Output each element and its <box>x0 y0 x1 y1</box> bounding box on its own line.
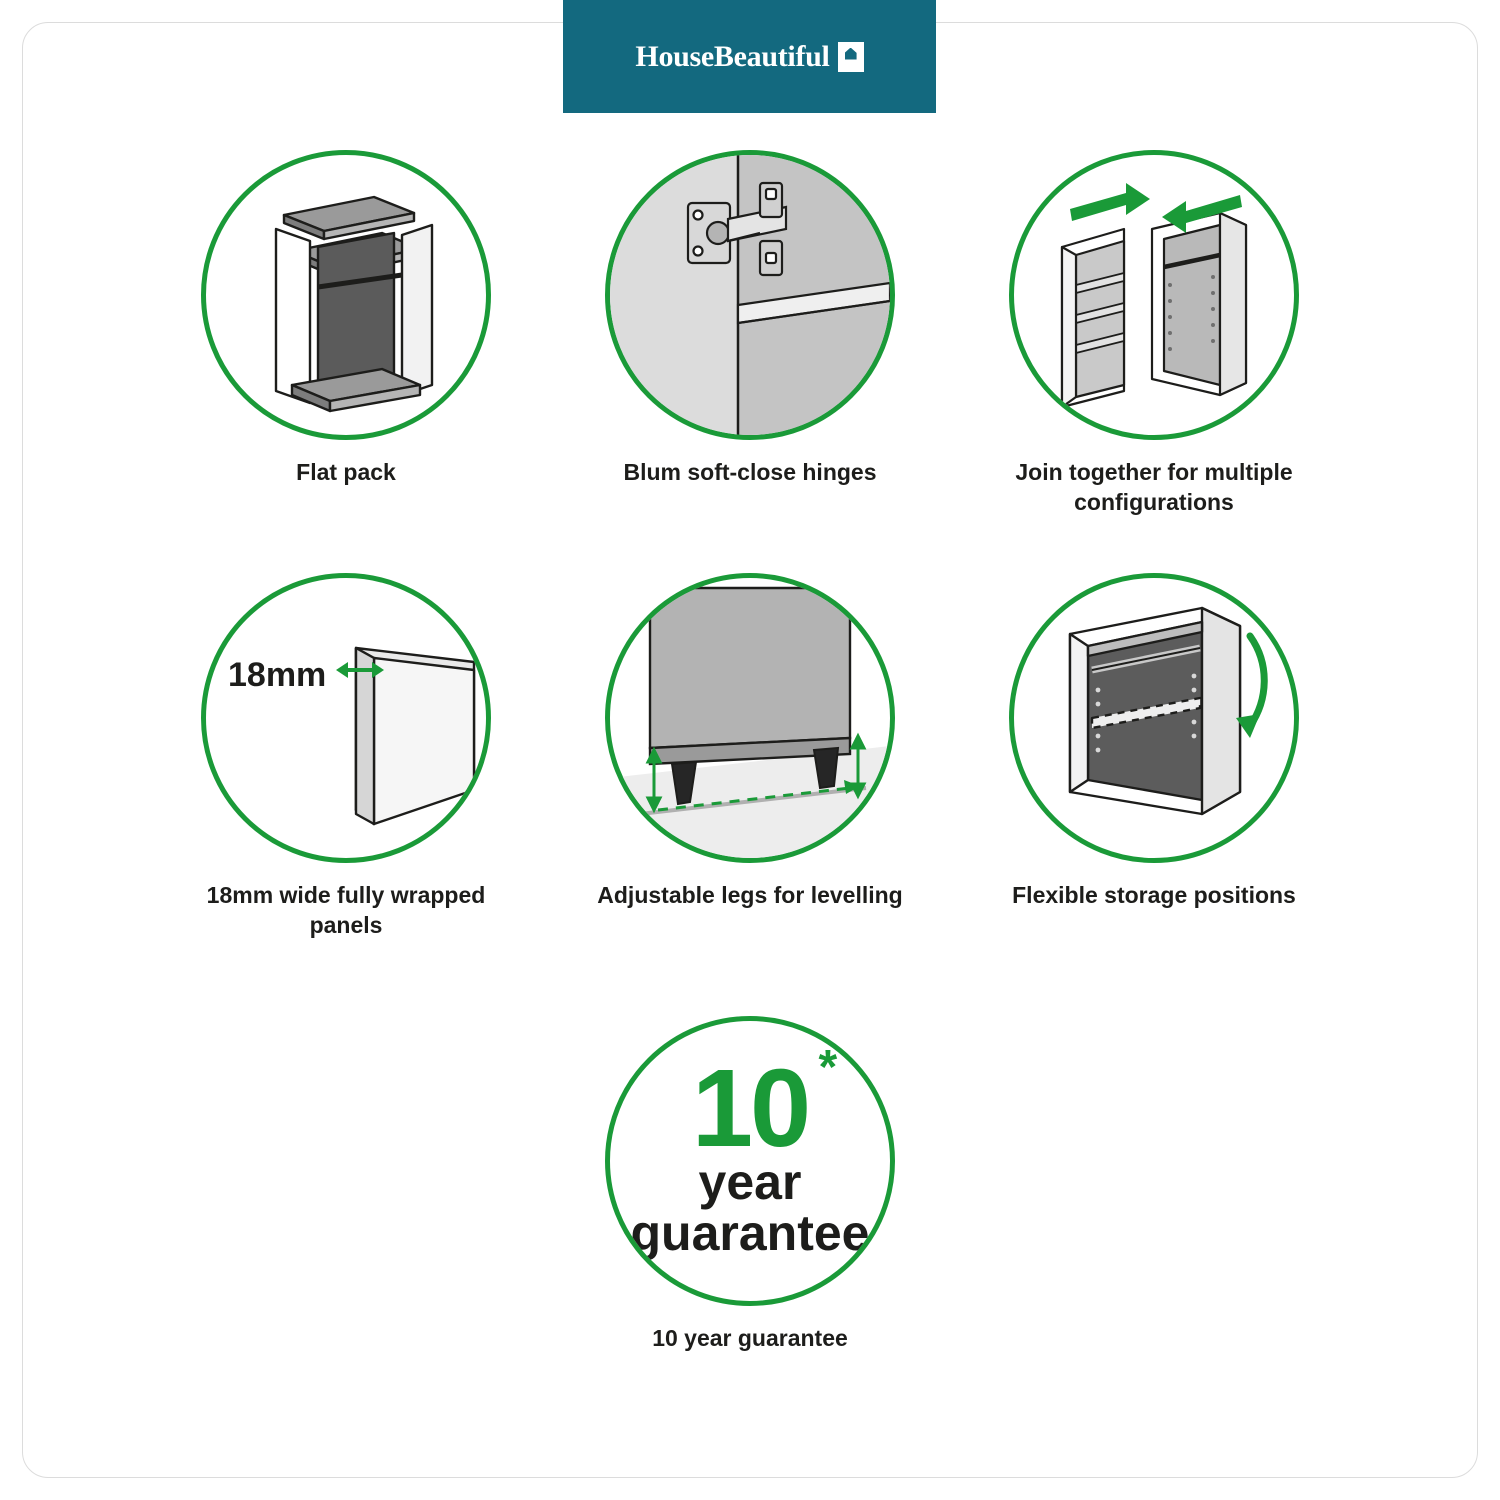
feature-panel-thickness <box>166 573 526 941</box>
features-row-3 <box>22 1016 1478 1354</box>
feature-label: Join together for multiple configurations <box>1015 459 1293 515</box>
feature-label: 10 year guarantee <box>652 1324 848 1351</box>
feature-label: 18mm wide fully wrapped panels <box>206 881 486 938</box>
feature-adjustable-legs <box>570 573 930 941</box>
flat-pack-wardrobe-icon <box>201 150 491 440</box>
adjustable-legs-icon <box>605 573 895 863</box>
wardrobe-shelf-icon <box>1009 573 1299 863</box>
feature-join-together <box>974 150 1334 518</box>
guarantee-line-year: year <box>698 1154 802 1211</box>
guarantee-line-guarantee: guarantee <box>630 1205 870 1262</box>
two-wardrobes-joining-icon <box>1009 150 1299 440</box>
feature-label: Blum soft-close hinges <box>623 459 877 485</box>
brand-name: HouseBeautiful <box>635 39 830 73</box>
guarantee-number <box>691 1040 835 1170</box>
features-row-1 <box>22 150 1478 518</box>
feature-blum-hinges <box>570 150 930 518</box>
feature-ten-year-guarantee <box>570 1016 930 1354</box>
house-mark-icon <box>838 42 864 72</box>
door-hinge-icon <box>605 150 895 440</box>
brand-banner <box>563 0 936 113</box>
ten-year-guarantee-icon <box>605 1016 895 1306</box>
guarantee-number-text: 10 <box>691 1046 809 1170</box>
feature-label: Adjustable legs for levelling <box>597 881 903 908</box>
feature-flat-pack <box>166 150 526 518</box>
features-row-2 <box>22 573 1478 941</box>
brand-logo <box>635 39 863 73</box>
features-grid <box>22 150 1478 1353</box>
panel-thickness-badge: 18mm <box>228 655 327 694</box>
feature-flexible-storage <box>974 573 1334 941</box>
feature-label: Flat pack <box>296 459 396 485</box>
guarantee-asterisk: * <box>818 1040 835 1094</box>
panel-edge-icon <box>201 573 491 863</box>
feature-label: Flexible storage positions <box>1012 881 1296 908</box>
